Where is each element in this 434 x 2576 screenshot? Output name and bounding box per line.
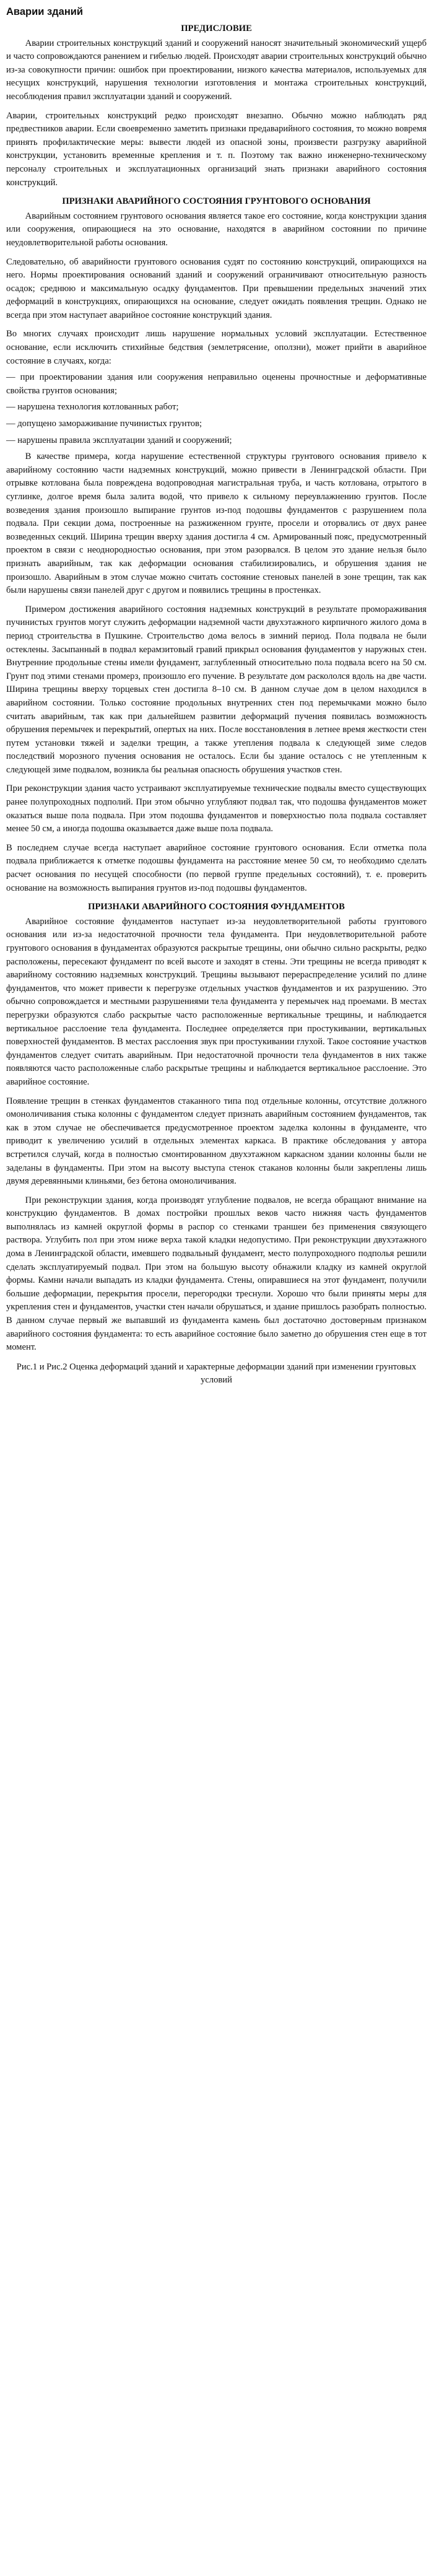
list-item: — допущено замораживание пучинистых грунтов; xyxy=(6,419,202,429)
figure-caption: Рис.1 и Рис.2 Оценка деформаций зданий и характерные деформации зданий при изменении грунтовых условий xyxy=(16,1361,417,1386)
paragraph: В последнем случае всегда наступает аварийное состояние грунтового основания. Если отметка пола подвала приближается к отметке подошвы фундамента на расстояние менее 50 см, то необходимо сделать расчет основания по несущей способности (по первой группе предельных состояний), т. е. проверить основание на возможность выпирания грунтов из-под подошвы фундаментов. xyxy=(6,842,427,893)
section-heading-soil-foundation: ПРИЗНАКИ АВАРИЙНОГО СОСТОЯНИЯ ГРУНТОВОГО ОСНОВАНИЯ xyxy=(62,196,371,207)
paragraph: Во многих случаях происходит лишь нарушение нормальных условий эксплуатации. Естественное основание, если исключить стихийные бедствия (землетрясение, оползни), может прийти в аварийное состояние в случаях, когда: xyxy=(6,329,427,366)
paragraph: Следовательно, об аварийности грунтового основания судят по состоянию конструкций, опирающихся на него. Нормы проектирования оснований зданий и сооружений ограничивают относительную разность осадок; среднюю и максимальную осадку фундаментов. При превышении предельных значений этих деформаций в конструкциях, опирающихся на основание, следует ожидать появления трещин. Однако не всегда при этом наступает аварийное состояние конструкций здания. xyxy=(6,256,427,320)
paragraph: Появление трещин в стенках фундаментов стаканного типа под отдельные колонны, отсутствие должного омоноличивания стыка колонны с фундаментом следует признать аварийным состоянием фундаментов, так как в этом случае не обеспечивается предусмотренное проектом заделка колонны в фундаменте, что приводит к увеличению усилий в отдельных элементах каркаса. В практике обследования у автора встретился случай, когда в полностью смонтированном двухэтажном каркасном здании колонны были не заделаны в фундаменты. При этом на высоту выступа стенок стаканов колонны были закреплены лишь двумя деревянными клиньями, без бетона омоноличивания. xyxy=(6,1096,427,1187)
section-preface xyxy=(6,22,427,190)
section-foundations xyxy=(6,901,427,1355)
section-heading-foundations: ПРИЗНАКИ АВАРИЙНОГО СОСТОЯНИЯ ФУНДАМЕНТОВ xyxy=(88,902,345,912)
paragraph: Аварии строительных конструкций зданий и сооружений наносят значительный экономический ущерб и часто сопровождаются ранением и гибелью людей. Происходят аварии строительных конструкций обычно из-за совокупности причин: ошибок при проектировании, низкого качества материалов, используемых для несущих конструкций, нарушения технологии изготовления и монтажа строительных конструкций, несоблюдения правил эксплуатации зданий и сооружений. xyxy=(6,38,427,102)
list-item: — нарушена технология котлованных работ; xyxy=(6,402,179,413)
paragraph: Аварии, строительных конструкций редко происходят внезапно. Обычно можно наблюдать ряд предвестников аварии. Если своевременно заметить признаки предаварийного состояния, то можно вовремя принять профилактические меры: вывести людей из опасной зоны, произвести разгрузку аварийной конструкции, установить временные крепления и т. п. Поэтому так важно инженерно-техническому персоналу строительных и эксплуатационных организаций знать признаки аварийного состояния конструкций. xyxy=(6,110,427,188)
paragraph: В качестве примера, когда нарушение естественной структуры грунтового основания привело к аварийному состоянию части надземных конструкций, можно привести в Ленинградской области. При отрывке котлована была повреждена водопроводная магистральная труба, и часть котлована, отрытого в суглинке, долгое время была залита водой, что привело к сильному переувлажнению грунтов. После возведения здания произошло выпирание грунтов из-под подошвы фундаментов с разрушением пола подвала. При секции дома, построенные на разжиженном грунте, просели и оторвались от двух ранее возведенных секций. Ширина трещин вверху здания достигла 4 см. Армированный пояс, предусмотренный проектом в связи с неоднородностью основания, при этом разорвался. В целом это здание нельзя было признать аварийным, так как деформации основания стабилизировались, и обрушения здания не произошло. Аварийным в этом случае можно считать состояние стеновых панелей в зоне трещин, так как были нарушены связи панелей друг с другом и появились трещины в простенках. xyxy=(6,452,427,596)
section-soil-foundation xyxy=(6,195,427,895)
paragraph: При реконструкции здания, когда производят углубление подвалов, не всегда обращают внимание на конструкцию фундаментов. В домах постройки прошлых веков часто нижняя часть фундаментов выполнялась из камней округлой формы в распор со стенками траншеи без применения связующего раствора. Углубить пол при этом ниже верха такой кладки недопустимо. При реконструкции двухэтажного дома в Ленинградской области, имевшего подвальный фундамент, место полупроходного подполья решили сделать эксплуатируемый подвал. При этом на большую высоту обнажили кладку из камней округлой формы. Камни начали выпадать из кладки фундамента. Стены, опиравшиеся на этот фундамент, получили большие деформации, перекрытия просели, перегородки треснули. Хорошо что были приняты меры для укрепления стен и фундаментов, участки стен начали обрушаться, и здание пришлось разобрать полностью. В данном случае первый же выпавший из фундамента камень был достаточно достоверным признаком аварийного состояния фундамента: то есть аварийное состояние было заметно до обрушения стен еще в тот момент. xyxy=(6,1195,427,1353)
document-title: Аварии зданий xyxy=(6,6,84,17)
paragraph: Аварийное состояние фундаментов наступает из-за неудовлетворительной работы грунтового основания или из-за недостаточной прочности тела фундамента. При неудовлетворительной работе грунтового основания в фундаментах образуются раскрытые трещины, они обычно сильно раскрыты, редко расположены, пересекают фундамент по всей высоте и заходят в стены. Эти трещины не всегда приводят к аварийному состоянию надземных конструкций. Трещины вызывают перераспределение усилий по длине фундаментов, что может привести к перегрузке отдельных участков фундаментов и их разрушению. Это обычно сопровождается и местными разрушениями тела фундамента у перемычек над проемами. В местах перегрузки образуются слабо раскрытые часто расположенные вертикальные трещины, и наблюдается вертикальное расслоение тела фундамента. Последнее определяется при простукивании, вертикальных поверхностей фундаментов. В местах расслоения звук при простукивании глухой. Такое состояние участков фундаментов следует считать аварийным. При недостаточной прочности тела фундаментов в них также появляются часто расположенные слабо раскрытые трещины и наблюдается вертикальное расслоение. Это аварийное состояние. xyxy=(6,916,427,1087)
causes-list xyxy=(6,371,427,447)
paragraph: Примером достижения аварийного состояния надземных конструкций в результате промораживания пучинистых грунтов могут служить деформации надземной части двухэтажного кирпичного жилого дома в период строительства в Пушкине. Строительство дома велось в зимний период. Пола подвала не были остеклены. Засыпанный в подвал керамзитовый гравий прикрыл основания фундаментов у наружных стен. Внутренние продольные стены имели фундамент, заглубленный относительно пола подвала всего на 50 см. Грунт под этими стенами промерз, произошло его пучение. В результате дом раскололся вдоль на две части. Ширина трещины вверху торцевых стен достигла 8–10 см. В данном случае дом в целом находился в аварийном состоянии. Только состояние продольных внутренних стен под перемычками можно было считать аварийным, так как при дальнейшем развитии деформаций пучения появилась возможность обрушения перемычек и перекрытий, опертых на них. После восстановления в летнее время жесткости стен путем установки тяжей и заделки трещин, а также утепления подвала к следующей зиме следов последствий морозного пучения основания не осталось. Если бы здание осталось с не утепленным к следующей зиме подвалом, возникла бы реальная опасность обрушения участков стен. xyxy=(6,604,427,775)
paragraph: Аварийным состоянием грунтового основания является такое его состояние, когда конструкции здания или сооружения, опирающиеся на это основание, находятся в аварийном состоянии по причине неудовлетворительной работы основания. xyxy=(6,211,427,248)
section-heading-preface: ПРЕДИСЛОВИЕ xyxy=(181,24,252,33)
paragraph: При реконструкции здания часто устраивают эксплуатируемые технические подвалы вместо существующих ранее полупроходных подполий. При этом обычно углубляют подвал так, что подошва фундаментов может оказаться выше пола подвала. При этом подошва фундаментов и поверхностью пола подвала составляет менее 50 см, а иногда подошва оказывается даже выше пола подвала. xyxy=(6,784,427,834)
list-item: — нарушены правила эксплуатации зданий и сооружений; xyxy=(6,435,232,445)
list-item: — при проектировании здания или сооружения неправильно оценены прочностные и деформативные свойства грунтов основания; xyxy=(6,372,427,396)
